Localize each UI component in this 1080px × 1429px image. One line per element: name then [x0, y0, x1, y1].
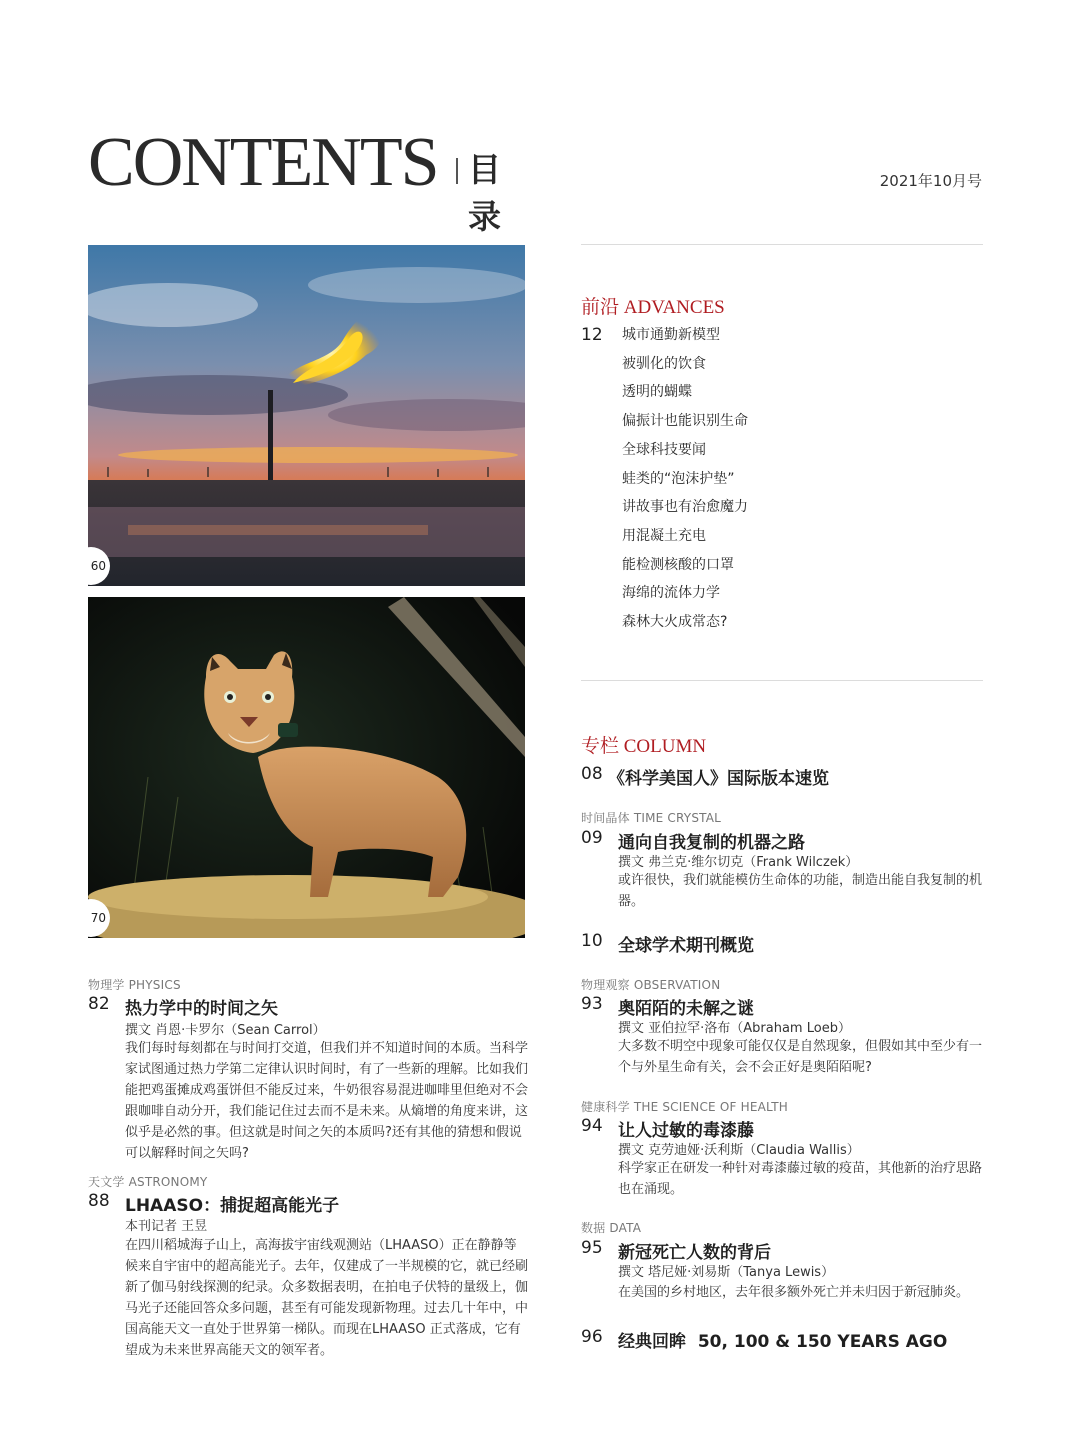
- physics-title[interactable]: 热力学中的时间之矢: [125, 999, 278, 1019]
- list-item[interactable]: 全球科技要闻: [622, 441, 706, 458]
- list-item[interactable]: 透明的蝴蝶: [622, 384, 692, 401]
- list-item[interactable]: 海绵的流体力学: [622, 585, 720, 602]
- time-crystal-category: 时间晶体 TIME CRYSTAL: [581, 811, 722, 825]
- health-category: 健康科学 THE SCIENCE OF HEALTH: [581, 1100, 788, 1114]
- observation-title[interactable]: 奥陌陌的未解之谜: [618, 999, 754, 1019]
- astronomy-byline: 本刊记者 王昱: [125, 1219, 208, 1234]
- health-page: 94: [581, 1116, 603, 1136]
- physics-byline: 撰文 肖恩·卡罗尔（Sean Carrol）: [125, 1023, 326, 1038]
- time-crystal-byline: 撰文 弗兰克·维尔切克（Frank Wilczek）: [618, 855, 859, 870]
- advances-list: [622, 321, 748, 637]
- astronomy-title[interactable]: LHAASO：捕捉超高能光子: [125, 1196, 340, 1216]
- health-desc: 科学家正在研发一种针对毒漆藤过敏的疫苗，其他新的治疗思路也在涌现。: [618, 1161, 983, 1197]
- advances-heading: 前沿 ADVANCES: [581, 297, 725, 318]
- astronomy-category: 天文学 ASTRONOMY: [88, 1175, 208, 1189]
- physics-desc: 我们每时每刻都在与时间打交道，但我们并不知道时间的本质。当科学家试图通过热力学第二定律认识时间时，有了一些新的理解。比如我们能把鸡蛋摊成鸡蛋饼但不能反过来，牛奶很容易混进咖啡里但绝对不会跟咖啡自动分开，我们能记住过去而不是未来。从熵增的角度来讲，这似乎是必然的事。但这就是时间之矢的本质吗?还有其他的猜想和假说可以解释时间之矢吗?: [125, 1041, 529, 1161]
- divider-top: [581, 244, 983, 245]
- observation-page: 93: [581, 994, 603, 1014]
- column-page: 08: [581, 764, 603, 784]
- classics-page: 96: [581, 1327, 603, 1347]
- issue-date: 2021年10月号: [879, 172, 982, 190]
- physics-category: 物理学 PHYSICS: [88, 978, 181, 992]
- physics-page: 82: [88, 994, 110, 1014]
- list-item[interactable]: 讲故事也有治愈魔力: [622, 499, 748, 516]
- list-item[interactable]: 被驯化的饮食: [622, 355, 706, 372]
- observation-byline: 撰文 亚伯拉罕·洛布（Abraham Loeb）: [618, 1021, 851, 1036]
- gas-flare-image: [88, 245, 525, 586]
- journals-page: 10: [581, 931, 603, 951]
- astronomy-desc: 在四川稻城海子山上，高海拔宇宙线观测站（LHAASO）正在静静等候来自宇宙中的超高能光子。去年，仅建成了一半规模的它，就已经刷新了伽马射线探测的纪录。众多数据表明，在拍电子伏特的量级上，伽马光子还能回答众多问题，甚至有可能发现新物理。过去几十年中，中国高能天文一直处于世界第一梯队。而现在LHAASO 正式落成，它有望成为未来世界高能天文的领军者。: [125, 1238, 529, 1358]
- masthead-separator: [456, 158, 458, 184]
- data-page: 95: [581, 1238, 603, 1258]
- cougar-image: [88, 597, 525, 938]
- health-title[interactable]: 让人过敏的毒漆藤: [618, 1121, 754, 1141]
- divider-middle: [581, 680, 983, 681]
- astronomy-page: 88: [88, 1191, 110, 1211]
- masthead-title-en: CONTENTS: [88, 124, 438, 201]
- data-byline: 撰文 塔尼娅·刘易斯（Tanya Lewis）: [618, 1265, 835, 1280]
- observation-category: 物理观察 OBSERVATION: [581, 978, 721, 992]
- list-item[interactable]: 能检测核酸的口罩: [622, 556, 734, 573]
- classics-title[interactable]: 经典回眸 50, 100 & 150 YEARS AGO: [618, 1332, 948, 1352]
- list-item[interactable]: 森林大火成常态?: [622, 614, 728, 631]
- list-item[interactable]: 偏振计也能识别生命: [622, 413, 748, 430]
- page-badge-70: 70: [88, 899, 110, 937]
- list-item[interactable]: 蛙类的“泡沫护垫”: [622, 470, 735, 487]
- column-heading: 专栏 COLUMN: [581, 736, 707, 757]
- cougar-photo[interactable]: [88, 597, 525, 938]
- advances-page: 12: [581, 325, 603, 345]
- time-crystal-title[interactable]: 通向自我复制的机器之路: [618, 833, 805, 853]
- page-badge-60: 60: [88, 547, 110, 585]
- list-item[interactable]: 城市通勤新模型: [622, 327, 720, 343]
- column-title[interactable]: 《科学美国人》国际版本速览: [608, 769, 829, 789]
- time-crystal-page: 09: [581, 828, 603, 848]
- gas-flare-photo[interactable]: [88, 245, 525, 586]
- data-category: 数据 DATA: [581, 1221, 642, 1235]
- health-byline: 撰文 克劳迪娅·沃利斯（Claudia Wallis）: [618, 1143, 860, 1158]
- time-crystal-desc: 或许很快，我们就能模仿生命体的功能，制造出能自我复制的机器。: [618, 873, 983, 909]
- journals-title[interactable]: 全球学术期刊概览: [618, 936, 754, 956]
- data-desc: 在美国的乡村地区，去年很多额外死亡并未归因于新冠肺炎。: [618, 1285, 970, 1300]
- observation-desc: 大多数不明空中现象可能仅仅是自然现象，但假如其中至少有一个与外星生命有关，会不会正好是奥陌陌呢?: [618, 1039, 983, 1075]
- data-title[interactable]: 新冠死亡人数的背后: [618, 1243, 771, 1263]
- list-item[interactable]: 用混凝土充电: [622, 527, 706, 544]
- masthead-title-cn: 目录: [468, 150, 501, 236]
